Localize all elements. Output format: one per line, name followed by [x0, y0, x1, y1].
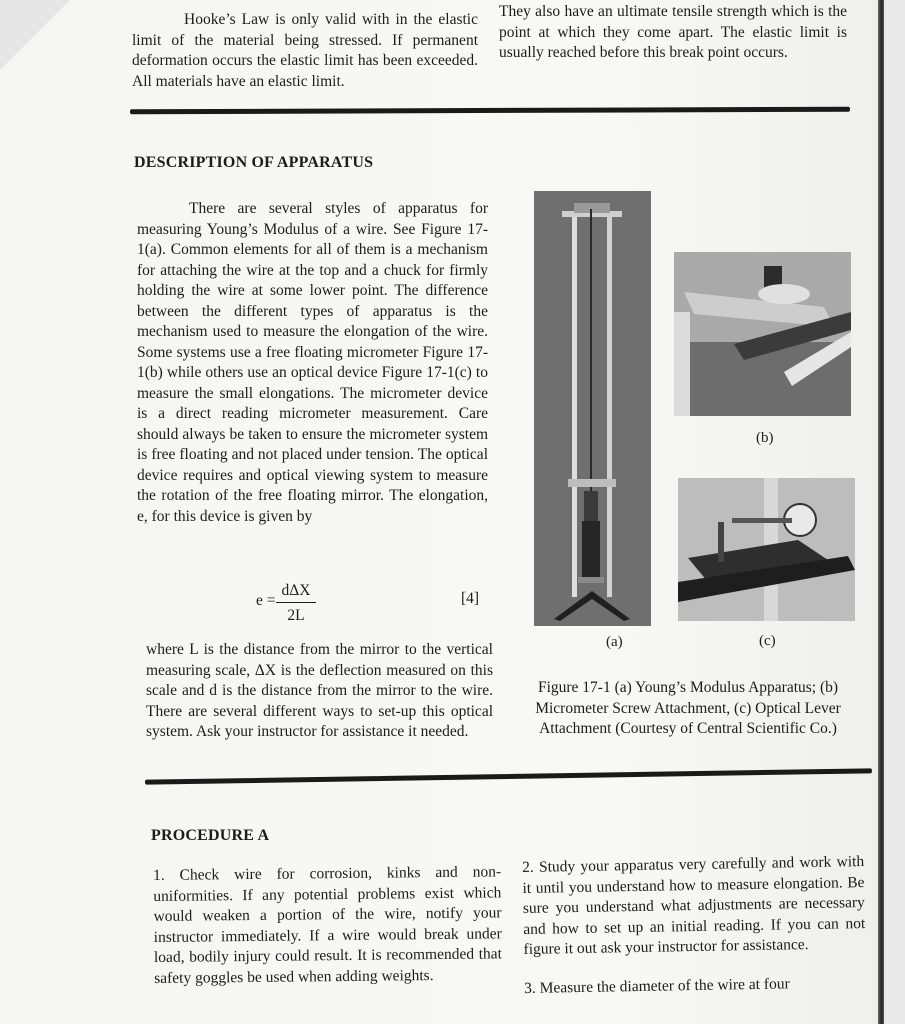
- figure-label-c: (c): [759, 633, 776, 649]
- procedure-heading: PROCEDURE A: [151, 827, 270, 844]
- figure-a-apparatus-photo: [534, 191, 651, 626]
- top-left-paragraph: Hooke’s Law is only valid with in the elastic limit of the material being stressed. If permanent deformation occurs the elastic limit has been exceeded. All materials have an elastic limit.: [132, 11, 478, 90]
- page-gutter: [884, 0, 905, 1024]
- figure-b-micrometer-photo: [674, 252, 851, 416]
- micrometer-drawing: [674, 252, 851, 416]
- procedure-step-3: 3. Measure the diameter of the wire at four: [524, 975, 790, 997]
- procedure-step-1: 1. Check wire for corrosion, kinks and non-uniformities. If any potential problems exist which would weaken a portion of the wire, notify your instructor immediately. If a wire would break under load, bodily injury could result. It is recommended that safety goggles be used when adding weights.: [153, 863, 503, 987]
- equation-lhs: e =: [256, 592, 276, 609]
- section-divider-top: [130, 107, 850, 115]
- apparatus-after-paragraph: where L is the distance from the mirror to the vertical measuring scale, ΔX is the deflection measured on this scale and d is the distance from the mirror to the wire. There are several different ways to set-up this optical system. Ask your instructor for assistance it needed.: [146, 641, 493, 740]
- equation-denominator: 2L: [287, 607, 305, 624]
- equation-numerator: dΔX: [281, 582, 311, 599]
- section-divider-bottom: [145, 768, 872, 784]
- apparatus-heading: DESCRIPTION OF APPARATUS: [134, 154, 374, 171]
- figure-label-b: (b): [756, 430, 774, 446]
- apparatus-drawing: [534, 191, 651, 626]
- top-right-paragraph: They also have an ultimate tensile strength which is the point at which they come apart. The elastic limit is usually reached before this break point occurs.: [499, 3, 847, 61]
- page-fold-corner: [0, 0, 70, 70]
- figure-c-optical-lever-photo: [678, 478, 855, 621]
- procedure-step-2: 2. Study your apparatus very carefully and work with it until you understand how to measure elongation. Be sure you understand what adjustments are necessary and how to set up an initial reading. If you can not figure it out ask your instructor for assistance.: [522, 853, 866, 958]
- elongation-equation: [256, 581, 336, 629]
- figure-caption: Figure 17-1 (a) Young’s Modulus Apparatus; (b) Micrometer Screw Attachment, (c) Optical Lever Attachment (Courtesy of Central Scientific Co.): [535, 679, 841, 737]
- figure-label-a: (a): [606, 634, 623, 650]
- equation-number: [4]: [461, 590, 480, 607]
- apparatus-paragraph: There are several styles of apparatus for measuring Young’s Modulus of a wire. See Figure 17-1(a). Common elements for all of them is a mechanism for attaching the wire at the top and a chuck for firmly holding the wire at some lower point. The difference between the different types of apparatus is the mechanism used to measure the elongation of the wire. Some systems use a free floating micrometer Figure 17-1(b) while others use an optical device Figure 17-1(c) to measure the small elongations. The micrometer device is a direct reading micrometer measurement. Care should always be taken to ensure the micrometer system is free floating and not placed under tension. The optical device requires and optical viewing system to measure the rotation of the free floating mirror. The elongation, e, for this device is given by: [137, 200, 488, 525]
- optical-lever-drawing: [678, 478, 855, 621]
